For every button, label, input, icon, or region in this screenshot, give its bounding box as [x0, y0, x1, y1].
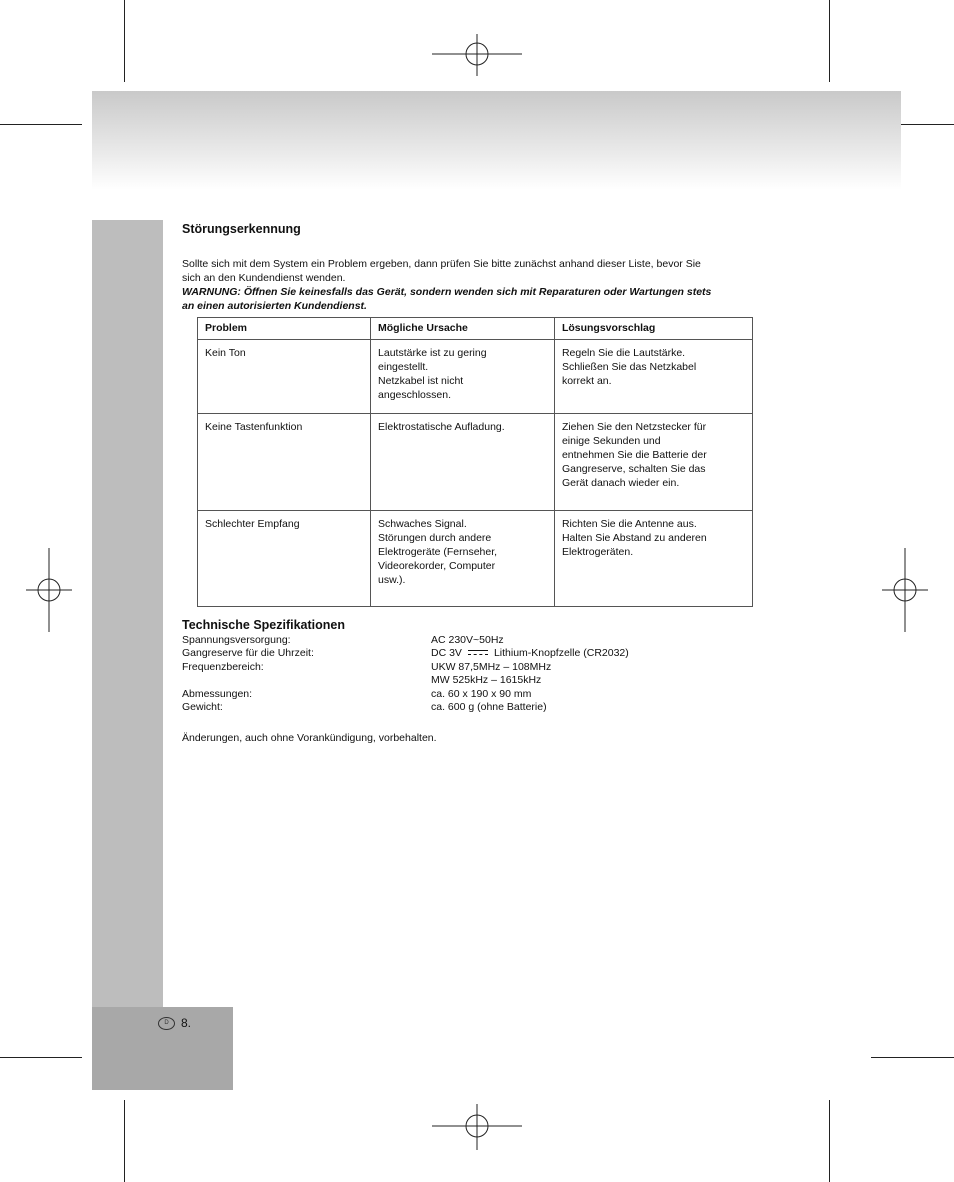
cell-problem: Keine Tastenfunktion	[198, 414, 371, 511]
spec-row: Gewicht: ca. 600 g (ohne Batterie)	[182, 701, 547, 713]
page-number: 8.	[181, 1016, 192, 1030]
crop-mark-bottom-right-v	[829, 1100, 830, 1182]
header-problem: Problem	[198, 318, 371, 340]
registration-mark-right-icon	[882, 548, 928, 632]
crop-mark-bottom-left-v	[124, 1100, 125, 1182]
crop-mark-bottom-left-h	[0, 1057, 82, 1058]
intro-line-1: Sollte sich mit dem System ein Problem ergeben, dann prüfen Sie bitte zunächst anhand dieser Liste, bevor Sie	[182, 258, 701, 270]
cell-problem: Kein Ton	[198, 340, 371, 414]
crop-mark-top-right-v	[829, 0, 830, 82]
cell-solution: Ziehen Sie den Netzstecker für einige Sekunden und entnehmen Sie die Batterie der Gangreserve, schalten Sie das Gerät danach wieder ein.	[554, 414, 752, 511]
spec-row: Frequenzbereich: UKW 87,5MHz – 108MHz	[182, 660, 552, 673]
disclaimer-footnote: Änderungen, auch ohne Vorankündigung, vorbehalten.	[182, 732, 437, 744]
crop-mark-top-left-h	[0, 124, 82, 125]
specifications-section	[182, 619, 782, 715]
spec-row: MW 525kHz – 1615kHz	[431, 674, 542, 686]
spec-row: Spannungsversorgung: AC 230V~50Hz	[182, 633, 504, 646]
section-title-specs: Technische Spezifikationen	[182, 618, 346, 632]
cell-solution: Regeln Sie die Lautstärke. Schließen Sie das Netzkabel korrekt an.	[554, 340, 752, 414]
header-solution: Lösungsvorschlag	[554, 318, 752, 340]
cell-solution: Richten Sie die Antenne aus. Halten Sie Abstand zu anderen Elektrogeräten.	[554, 511, 752, 607]
page-footer	[158, 1016, 191, 1030]
table-header-row	[198, 318, 753, 340]
cell-problem: Schlechter Empfang	[198, 511, 371, 607]
crop-mark-top-left-v	[124, 0, 125, 82]
section-title-troubleshooting: Störungserkennung	[182, 222, 301, 236]
language-badge: D	[158, 1017, 175, 1030]
spec-row: Gangreserve für die Uhrzeit: DC 3V Lithium-Knopfzelle (CR2032)	[182, 647, 629, 659]
cell-cause: Elektrostatische Aufladung.	[371, 414, 555, 511]
registration-mark-left-icon	[26, 548, 72, 632]
table-row	[198, 511, 753, 607]
troubleshooting-table	[197, 317, 753, 607]
registration-mark-bottom-icon	[432, 1104, 522, 1150]
header-cause: Mögliche Ursache	[371, 318, 555, 340]
crop-mark-bottom-right-h	[871, 1057, 954, 1058]
spec-row: Abmessungen: ca. 60 x 190 x 90 mm	[182, 687, 532, 700]
table-row	[198, 414, 753, 511]
cell-cause: Lautstärke ist zu gering eingestellt. Netzkabel ist nicht angeschlossen.	[371, 340, 555, 414]
table-row	[198, 340, 753, 414]
cell-cause: Schwaches Signal. Störungen durch andere Elektrogeräte (Fernseher, Videorekorder, Computer usw.).	[371, 511, 555, 607]
left-sidebar-strip	[92, 220, 163, 1090]
dc-current-icon	[468, 650, 488, 657]
warning-line-1: WARNUNG: Öffnen Sie keinesfalls das Gerät, sondern wenden sich mit Reparaturen oder Wartungen stets	[182, 286, 712, 298]
troubleshooting-section	[182, 222, 772, 313]
intro-line-2: sich an den Kundendienst wenden.	[182, 272, 346, 284]
header-gradient-band	[92, 91, 901, 190]
registration-mark-top-icon	[432, 34, 522, 78]
warning-line-2: an einen autorisierten Kundendienst.	[182, 300, 367, 312]
